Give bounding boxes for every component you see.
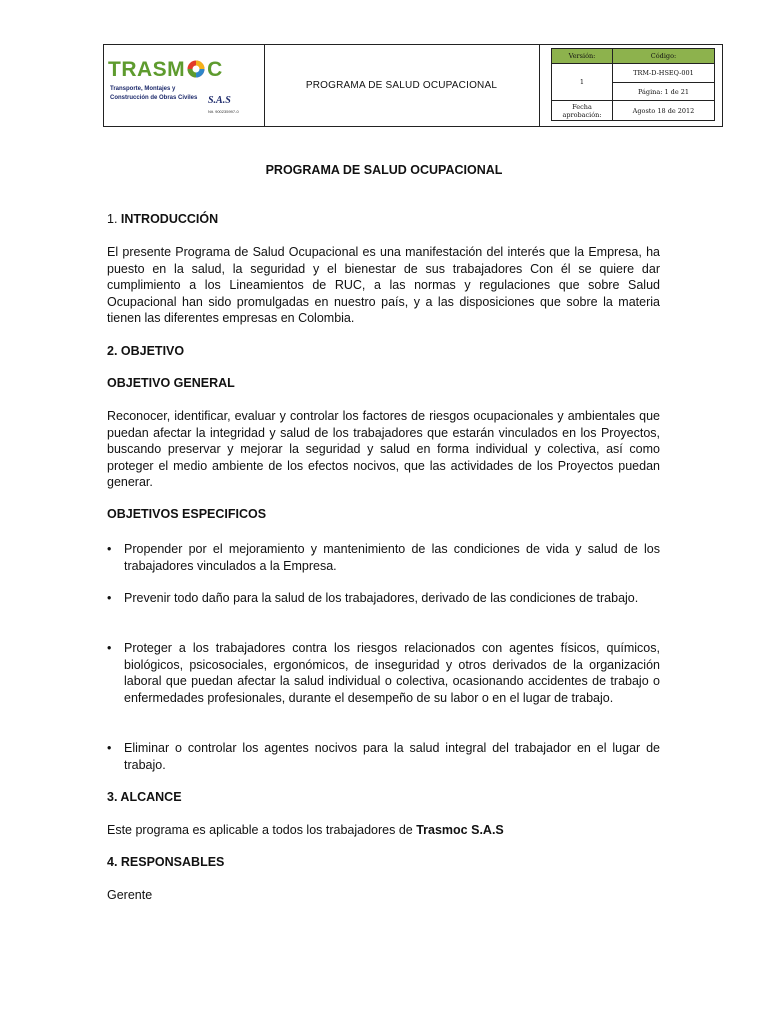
document-header xyxy=(103,44,723,127)
intro-number: 1. xyxy=(107,212,118,226)
bullet-icon: • xyxy=(107,741,112,755)
scope-text: Este programa es aplicable a todos los trabajadores de xyxy=(107,823,417,837)
intro-title: INTRODUCCIÓN xyxy=(120,212,219,226)
list-item xyxy=(107,590,660,607)
logo-word-left: TRASM xyxy=(108,58,186,81)
scope-paragraph xyxy=(107,822,660,839)
list-item xyxy=(107,541,660,574)
list-item-text: Propender por el mejoramiento y mantenimiento de las condiciones de vida y salud de los trabajadores vinculados a la Empresa. xyxy=(124,542,660,573)
document-title: PROGRAMA DE SALUD OCUPACIONAL xyxy=(265,163,503,177)
logo-word-right: C xyxy=(207,58,223,81)
objective-heading: 2. OBJETIVO xyxy=(107,344,185,358)
bullet-icon: • xyxy=(107,641,112,655)
intro-paragraph: El presente Programa de Salud Ocupacional es una manifestación del interés que la Empresa, ha puesto en la salud, la seguridad y el bienestar de sus trabajadores Con él se quiere dar cumplimiento a los Lineamientos de RUC, a las normas y regulaciones que sobre Salud Ocupacional han sido promulgadas en nuestro país, y a las disposiciones que sobre la materia tienen las diferentes empresas en Colombia. xyxy=(107,245,660,325)
general-objective-heading: OBJETIVO GENERAL xyxy=(107,376,235,390)
list-item-text: Proteger a los trabajadores contra los riesgos relacionados con agentes físicos, químicos, biológicos, psicosociales, ergonómicos, de inseguridad y otros derivados de la organización laboral que puedan afectar la salud individual o colectiva, ocasionando accidentes de trabajo o enfermedades profesionales, durante el desempeño de su labor o en el lugar de trabajo. xyxy=(124,641,660,705)
logo-wordmark xyxy=(108,59,223,81)
document-control-table xyxy=(551,48,715,121)
code-label: Código: xyxy=(613,49,715,64)
responsibles-text: Gerente xyxy=(107,888,153,902)
list-item xyxy=(107,740,660,773)
logo-tagline-line1: Transporte, Montajes y xyxy=(110,86,176,92)
code-value: TRM-D-HSEQ-001 xyxy=(613,64,715,83)
scope-heading: 3. ALCANCE xyxy=(107,790,182,804)
scope-company: Trasmoc S.A.S xyxy=(416,823,504,837)
list-item xyxy=(107,640,660,706)
bullet-icon: • xyxy=(107,542,112,556)
company-logo xyxy=(104,45,265,126)
logo-sas: S.A.S xyxy=(208,95,231,106)
header-title: PROGRAMA DE SALUD OCUPACIONAL xyxy=(264,45,540,126)
gear-logo-icon xyxy=(186,59,206,79)
logo-nit: Nit. 900235997-0 xyxy=(208,109,239,114)
bullet-icon: • xyxy=(107,591,112,605)
list-item-text: Prevenir todo daño para la salud de los trabajadores, derivado de las condiciones de trabajo. xyxy=(124,591,639,605)
logo-tagline-line2: Construcción de Obras Civiles xyxy=(110,95,198,101)
intro-heading xyxy=(107,211,660,228)
approval-value: Agosto 18 de 2012 xyxy=(613,101,715,121)
approval-label: Fecha aprobación: xyxy=(552,101,613,121)
version-label: Versión: xyxy=(552,49,613,64)
page-value: Página: 1 de 21 xyxy=(613,83,715,101)
general-objective-paragraph: Reconocer, identificar, evaluar y controlar los factores de riesgos ocupacionales y ambientales que puedan afectar la integridad y salud de los trabajadores que estarán vinculados en los Proyectos, buscando preservar y mejorar la seguridad y salud en forma individual y colectiva, así como proteger el medio ambiente de los efectos nocivos, que las actividades de los Proyectos puedan generar. xyxy=(107,409,660,489)
specific-objectives-heading: OBJETIVOS ESPECIFICOS xyxy=(107,507,267,521)
document-control-box xyxy=(540,45,722,126)
version-value: 1 xyxy=(552,64,613,101)
list-item-text: Eliminar o controlar los agentes nocivos para la salud integral del trabajador en el lugar de trabajo. xyxy=(124,741,660,772)
logo-tagline xyxy=(110,85,260,103)
responsibles-heading: 4. RESPONSABLES xyxy=(107,855,225,869)
